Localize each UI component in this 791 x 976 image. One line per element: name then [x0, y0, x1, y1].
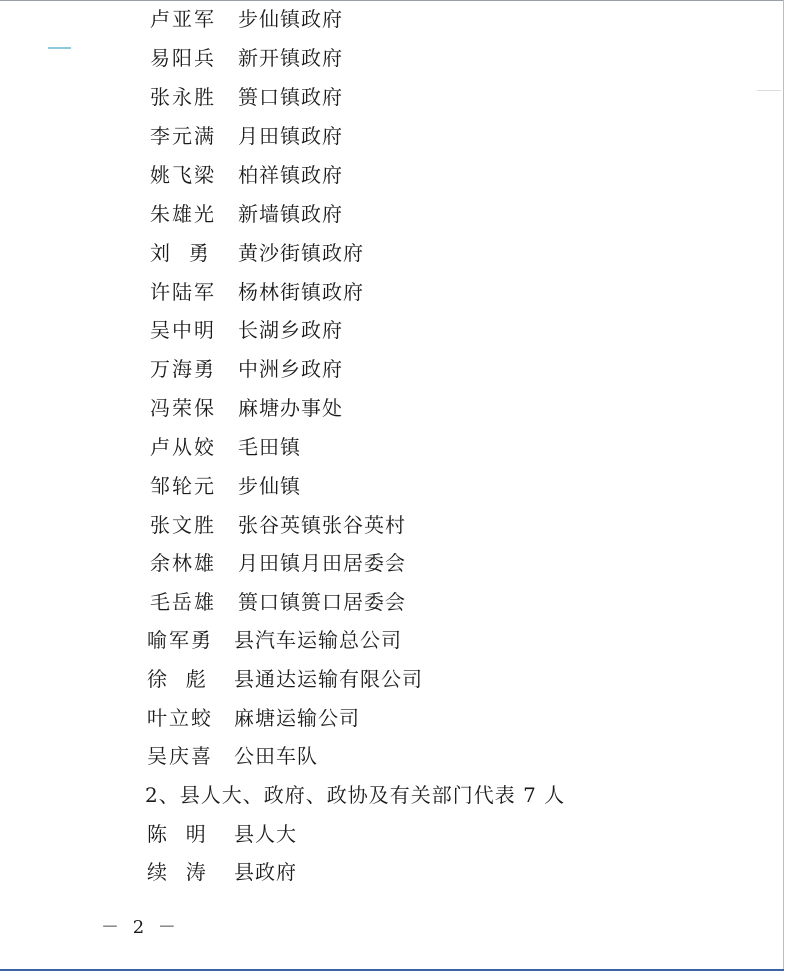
representative-unit: 县通达运输有限公司 — [234, 667, 423, 691]
list-item — [0, 122, 791, 150]
representative-unit: 篑口镇篑口居委会 — [238, 590, 406, 614]
list-item — [0, 626, 791, 654]
list-item — [0, 394, 791, 422]
list-item — [0, 511, 791, 539]
representative-unit: 月田镇月田居委会 — [238, 551, 406, 575]
representative-unit: 步仙镇政府 — [238, 7, 343, 31]
representative-name: 喻军勇 — [147, 628, 213, 652]
representative-unit: 张谷英镇张谷英村 — [238, 513, 406, 537]
representative-name: 许陆军 — [150, 280, 216, 304]
list-item — [0, 161, 791, 189]
representative-unit: 长湖乡政府 — [238, 318, 343, 342]
list-item — [0, 239, 791, 267]
representative-unit: 麻塘办事处 — [238, 396, 343, 420]
representative-unit: 县人大 — [234, 822, 297, 846]
representative-name: 冯荣保 — [150, 396, 216, 420]
representative-name: 吴庆喜 — [147, 744, 213, 768]
list-item — [0, 704, 791, 732]
list-item — [0, 588, 791, 616]
representative-unit: 麻塘运输公司 — [234, 706, 360, 730]
representative-name: 陈 明 — [147, 822, 208, 846]
list-item — [0, 820, 791, 848]
list-item — [0, 742, 791, 770]
representative-unit: 公田车队 — [234, 744, 318, 768]
section-heading: 2、县人大、政府、政协及有关部门代表 7 人 — [145, 783, 566, 807]
list-item — [0, 433, 791, 461]
representative-unit: 新开镇政府 — [238, 46, 343, 70]
representative-unit: 新墙镇政府 — [238, 202, 343, 226]
list-item — [0, 355, 791, 383]
representative-name: 易阳兵 — [150, 46, 216, 70]
list-item — [0, 44, 791, 72]
representative-unit: 篑口镇政府 — [238, 85, 343, 109]
representative-unit: 柏祥镇政府 — [238, 163, 343, 187]
representative-name: 朱雄光 — [150, 202, 216, 226]
representative-name: 卢从姣 — [150, 435, 216, 459]
list-item — [0, 200, 791, 228]
list-item — [0, 472, 791, 500]
representative-name: 张文胜 — [150, 513, 216, 537]
page-number: － 2 － — [101, 917, 180, 938]
representative-name: 姚飞梁 — [150, 163, 216, 187]
representative-unit: 月田镇政府 — [238, 124, 343, 148]
representative-unit: 毛田镇 — [238, 435, 301, 459]
representative-name: 刘 勇 — [150, 241, 211, 265]
representative-unit: 中洲乡政府 — [238, 357, 343, 381]
list-item — [0, 5, 791, 33]
representative-name: 余林雄 — [150, 551, 216, 575]
representative-unit: 县政府 — [234, 860, 297, 884]
representative-unit: 杨林街镇政府 — [238, 280, 364, 304]
representative-name: 续 涛 — [147, 860, 208, 884]
list-item — [0, 83, 791, 111]
list-item — [0, 316, 791, 344]
representative-name: 徐 彪 — [147, 667, 208, 691]
representative-name: 叶立蛟 — [147, 706, 213, 730]
representative-name: 张永胜 — [150, 85, 216, 109]
representative-name: 卢亚军 — [150, 7, 216, 31]
representative-unit: 黄沙街镇政府 — [238, 241, 364, 265]
list-item — [0, 549, 791, 577]
representative-name: 邹轮元 — [150, 474, 216, 498]
representative-name: 吴中明 — [150, 318, 216, 342]
list-item — [0, 665, 791, 693]
representative-name: 毛岳雄 — [150, 590, 216, 614]
representative-unit: 县汽车运输总公司 — [234, 628, 402, 652]
representative-unit: 步仙镇 — [238, 474, 301, 498]
list-item — [0, 858, 791, 886]
representative-name: 万海勇 — [150, 357, 216, 381]
representative-name: 李元满 — [150, 124, 216, 148]
list-item — [0, 278, 791, 306]
